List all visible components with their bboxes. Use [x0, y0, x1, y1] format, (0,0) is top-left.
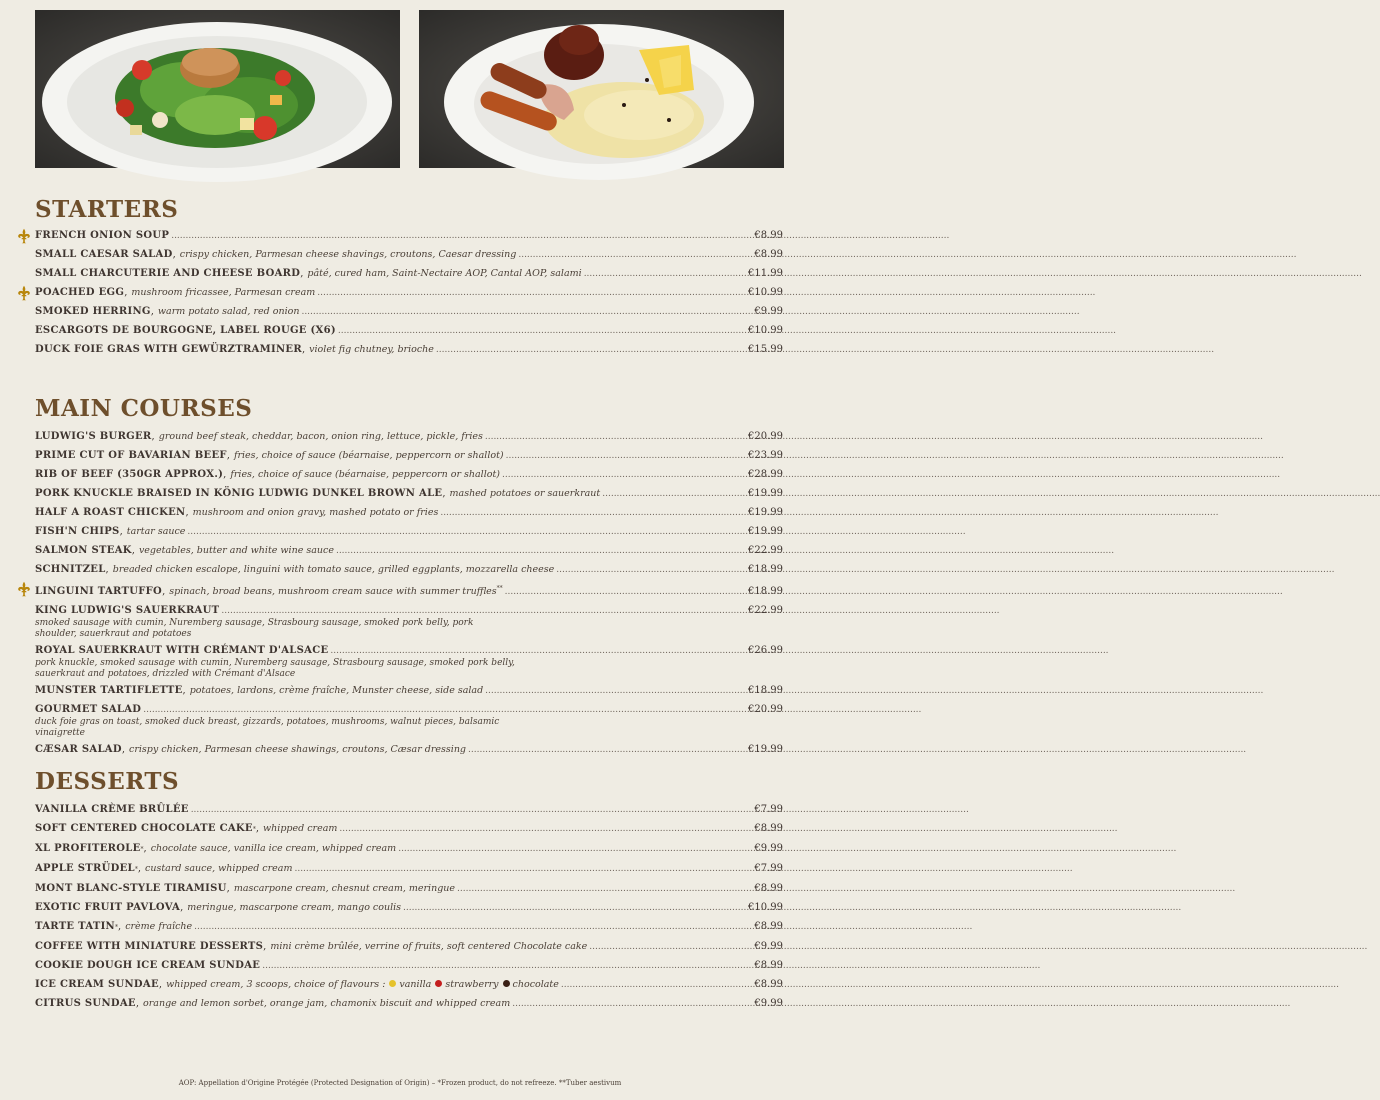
starters-heading: STARTERS: [35, 196, 179, 223]
separator: ,: [226, 883, 230, 894]
separator: ,: [442, 488, 446, 499]
separator: ,: [162, 586, 166, 598]
leader-dots: [602, 487, 746, 501]
menu-item: [35, 468, 783, 482]
menu-item: [35, 997, 783, 1011]
separator: ,: [182, 685, 186, 697]
leader-dots: [221, 604, 746, 618]
dish-description-text: potatoes, lardons, crème fraîche, Munster cheese, side salad: [189, 685, 484, 697]
menu-item: [35, 978, 783, 992]
menu-item-line: [35, 604, 783, 618]
dish-price: €7.99: [754, 863, 783, 874]
dish-name: MONT BLANC-STYLE TIRAMISU: [35, 883, 227, 894]
menu-item: [35, 684, 783, 698]
leader-dots: [485, 430, 746, 444]
dish-name: SMALL CHARCUTERIE AND CHEESE BOARD: [35, 268, 301, 279]
dish-description-text: mascarpone cream, chesnut cream, meringue: [233, 883, 456, 894]
menu-item-line: [35, 743, 783, 757]
menu-item: [35, 940, 783, 954]
frozen-marker: *: [252, 826, 256, 833]
menu-item: [35, 229, 783, 243]
dish-description: [145, 862, 292, 876]
dish-price: €15.99: [748, 344, 783, 355]
leader-dots: [440, 506, 746, 520]
dish-description: [270, 940, 587, 954]
menu-item: [35, 487, 783, 501]
flavour-strawberry-label: strawberry: [445, 979, 499, 990]
dish-price: €19.99: [748, 744, 783, 756]
menu-item-line: [35, 449, 783, 463]
fleur-de-lis-icon: [16, 285, 32, 301]
sauerkraut-photo: [419, 10, 784, 168]
menu-item-line: [35, 997, 783, 1011]
dish-name: COOKIE DOUGH ICE CREAM SUNDAE: [35, 960, 261, 971]
dish-price: €8.99: [754, 979, 783, 990]
dish-description: [169, 582, 502, 599]
menu-item: [35, 544, 783, 558]
dish-description-text: chocolate sauce, vanilla ice cream, whipped cream: [150, 843, 397, 854]
dish-description-text: meringue, mascarpone cream, mango coulis: [187, 902, 402, 913]
dish-price: €22.99: [748, 545, 783, 556]
dish-description-text: crème fraîche: [125, 921, 193, 932]
dish-name: LUDWIG'S BURGER: [35, 431, 152, 442]
dish-description-text: whipped cream: [263, 823, 338, 834]
dish-name: APPLE STRÜDEL: [35, 863, 135, 874]
leader-dots: [505, 585, 746, 599]
photo-strip: [35, 10, 783, 168]
menu-item-line: [35, 248, 783, 262]
separator: ,: [263, 941, 267, 952]
dish-price: €9.99: [754, 941, 783, 952]
flavour-vanilla-dot: [389, 980, 396, 987]
menu-item-line: [35, 703, 783, 717]
leader-dots: [171, 229, 752, 243]
flavour-chocolate-dot: [503, 980, 510, 987]
dish-name: DUCK FOIE GRAS WITH GEWÜRZTRAMINER: [35, 344, 302, 355]
menu-item-line: [35, 563, 783, 577]
leader-dots: [339, 822, 752, 836]
separator: ,: [255, 823, 260, 834]
leader-dots: [403, 901, 746, 915]
separator: ,: [119, 526, 123, 537]
dish-name: SCHNITZEL: [35, 564, 106, 575]
dish-description: [263, 822, 337, 836]
menu-item-line: [35, 525, 783, 539]
menu-item-line: [35, 324, 783, 338]
dish-price: €22.99: [748, 605, 783, 617]
dish-description: [234, 882, 455, 896]
leader-dots: [294, 862, 752, 876]
fleur-de-lis-icon: [16, 228, 32, 244]
salad-photo: [35, 10, 400, 168]
menu-item-line: [35, 684, 783, 698]
leader-dots: [330, 644, 746, 658]
dish-price: €8.99: [754, 249, 783, 260]
menu-item: [35, 525, 783, 539]
flavour-vanilla-label: vanilla: [399, 979, 432, 990]
dish-description-text: tartar sauce: [126, 526, 186, 537]
menu-item: [35, 248, 783, 262]
fleur-de-lis-icon: [16, 581, 32, 597]
dish-price: €9.99: [754, 306, 783, 317]
menu-item: [35, 862, 783, 877]
leader-dots: [143, 703, 746, 717]
leader-dots: [398, 842, 752, 856]
menu-item: [35, 901, 783, 915]
menu-item: [35, 563, 783, 577]
dish-price: €11.99: [748, 268, 783, 279]
menu-item: [35, 343, 783, 357]
separator: ,: [300, 268, 304, 279]
leader-dots: [457, 882, 752, 896]
dish-price: €9.99: [754, 998, 783, 1009]
separator: ,: [131, 545, 135, 556]
dish-name: XL PROFITEROLE: [35, 843, 141, 854]
frozen-marker: *: [140, 846, 144, 853]
menu-item: [35, 286, 783, 300]
leader-dots: [589, 940, 752, 954]
menu-item-line: [35, 506, 783, 520]
leader-dots: [512, 997, 752, 1011]
dish-price: €26.99: [748, 645, 783, 657]
menu-item: [35, 822, 783, 837]
leader-dots: [502, 468, 746, 482]
menu-item-line: [35, 229, 783, 243]
dish-description-text: breaded chicken escalope, linguini with tomato sauce, grilled eggplants, mozzarella cheese: [112, 564, 555, 575]
separator: ,: [158, 979, 163, 990]
dish-description-text: pâté, cured ham, Saint-Nectaire AOP, Cantal AOP, salami: [307, 268, 582, 279]
menu-item-line: [35, 430, 783, 444]
menu-item-line: [35, 822, 783, 837]
dish-price: €7.99: [754, 804, 783, 815]
dish-name: ROYAL SAUERKRAUT WITH CRÉMANT D'ALSACE: [35, 645, 329, 657]
menu-item-line: [35, 305, 783, 319]
separator: ,: [124, 287, 128, 298]
dish-description-text: mini crème brûlée, verrine of fruits, soft centered Chocolate cake: [270, 941, 588, 952]
leader-dots: [436, 343, 746, 357]
frozen-marker: *: [115, 924, 118, 931]
leader-dots: [336, 544, 746, 558]
leader-dots: [485, 684, 746, 698]
dish-name: RIB OF BEEF (350GR APPROX.): [35, 469, 224, 480]
dish-price: €8.99: [754, 823, 783, 834]
dish-description-text: crispy chicken, Parmesan cheese shawings, croutons, Cæsar dressing: [129, 744, 467, 756]
leader-dots: [262, 959, 752, 973]
dish-description-text: mushroom and onion gravy, mashed potato or fries: [192, 507, 439, 518]
separator: ,: [226, 450, 230, 461]
dish-name: KING LUDWIG'S SAUERKRAUT: [35, 605, 220, 617]
desserts-list: [35, 803, 783, 1016]
menu-item-line: [35, 644, 783, 658]
menu-item-line: [35, 978, 783, 992]
menu-item-line: [35, 267, 783, 281]
dish-description-text: fries, choice of sauce (béarnaise, peppercorn or shallot): [230, 469, 500, 480]
menu-item: [35, 324, 783, 338]
dish-description: [125, 920, 192, 934]
menu-item: [35, 920, 783, 935]
separator: ,: [301, 344, 306, 355]
menu-item: [35, 959, 783, 973]
leader-dots: [187, 525, 746, 539]
desserts-heading: DESSERTS: [35, 768, 180, 795]
dish-description: pork knuckle, smoked sausage with cumin, Nuremberg sausage, Strasbourg sausage, smoked pork belly, sauerkraut and potatoes, drizzled with Crémant d'Alsace: [35, 658, 515, 679]
leader-dots: [584, 267, 746, 281]
dish-description: duck foie gras on toast, smoked duck breast, gizzards, potatoes, mushrooms, walnut pieces, balsamic vinaigrette: [35, 717, 500, 738]
separator: ,: [185, 507, 189, 518]
truffle-marker: **: [496, 585, 503, 592]
dish-description-text: vegetables, butter and white wine sauce: [138, 545, 334, 556]
menu-item-line: [35, 862, 783, 877]
dish-description-text: spinach, broad beans, mushroom cream sauce with summer truffles: [169, 586, 497, 598]
leader-dots: [191, 803, 753, 817]
dish-name: FRENCH ONION SOUP: [35, 230, 170, 241]
menu-item: [35, 506, 783, 520]
dish-description-text: ground beef steak, cheddar, bacon, onion ring, lettuce, pickle, fries: [158, 431, 483, 442]
frozen-marker: *: [134, 866, 138, 873]
leader-dots: [468, 743, 746, 757]
dish-description: [187, 901, 401, 915]
leader-dots: [301, 305, 752, 319]
dish-description: [131, 286, 315, 300]
menu-item-line: [35, 882, 783, 896]
dish-description: [450, 487, 601, 501]
main-courses-list: [35, 430, 783, 762]
dish-description: [151, 842, 396, 856]
dish-price: €8.99: [754, 960, 783, 971]
dish-description: [234, 449, 504, 463]
dish-description: [143, 997, 510, 1011]
starters-list: [35, 229, 783, 362]
separator: ,: [137, 863, 142, 874]
menu-item: [35, 582, 783, 599]
dish-name: CITRUS SUNDAE: [35, 998, 136, 1009]
dish-description: [307, 267, 581, 281]
dish-name: PORK KNUCKLE BRAISED IN KÖNIG LUDWIG DUNKEL BROWN ALE: [35, 488, 443, 499]
menu-item: [35, 803, 783, 817]
dish-price: €10.99: [748, 287, 783, 298]
dish-price: €8.99: [754, 921, 783, 932]
dish-description-text: whipped cream, 3 scoops, choice of flavours :: [166, 979, 386, 990]
dish-name: ICE CREAM SUNDAE: [35, 979, 159, 990]
dish-description-text: warm potato salad, red onion: [157, 306, 300, 317]
menu-item: [35, 842, 783, 857]
menu-item: [35, 305, 783, 319]
dish-description: [190, 684, 483, 698]
dish-description: [309, 343, 434, 357]
menu-item-line: [35, 286, 783, 300]
dish-description: [180, 248, 517, 262]
menu-item: [35, 882, 783, 896]
dish-price: €10.99: [748, 325, 783, 336]
dish-description: [193, 506, 439, 520]
leader-dots: [194, 920, 752, 934]
dish-price: €18.99: [748, 586, 783, 598]
menu-item: [35, 267, 783, 281]
dish-description-text: custard sauce, whipped cream: [145, 863, 293, 874]
dish-name: SMOKED HERRING: [35, 306, 151, 317]
dish-name: MUNSTER TARTIFLETTE: [35, 685, 183, 697]
flavour-strawberry-dot: [435, 980, 442, 987]
dish-name: TARTE TATIN: [35, 921, 115, 932]
dish-name: HALF A ROAST CHICKEN: [35, 507, 186, 518]
dish-description-text: mushroom fricassee, Parmesan cream: [131, 287, 316, 298]
menu-item-line: [35, 940, 783, 954]
separator: ,: [172, 249, 176, 260]
menu-item: [35, 430, 783, 444]
dish-description-text: violet fig chutney, brioche: [309, 344, 434, 355]
dish-price: €10.99: [748, 902, 783, 913]
dish-price: €28.99: [748, 469, 783, 480]
dish-price: €19.99: [748, 488, 783, 499]
dish-description: [230, 468, 500, 482]
dish-description: [139, 544, 334, 558]
leader-dots: [506, 449, 746, 463]
dish-description: [127, 525, 186, 539]
menu-item: [35, 449, 783, 463]
dish-name: FISH'N CHIPS: [35, 526, 120, 537]
dish-price: €18.99: [748, 685, 783, 697]
dish-description: [158, 305, 300, 319]
leader-dots: [556, 563, 746, 577]
separator: ,: [135, 998, 140, 1009]
menu-item: [35, 703, 783, 738]
dish-name: VANILLA CRÈME BRÛLÉE: [35, 804, 189, 815]
dish-price: €20.99: [748, 704, 783, 716]
menu-item-line: [35, 582, 783, 599]
dish-name: EXOTIC FRUIT PAVLOVA: [35, 902, 181, 913]
menu-item-line: [35, 343, 783, 357]
dish-description: [159, 430, 483, 444]
leader-dots: [317, 286, 746, 300]
dish-price: €9.99: [754, 843, 783, 854]
menu-item: [35, 644, 783, 679]
dish-name: CÆSAR SALAD: [35, 744, 122, 756]
dish-name: ESCARGOTS DE BOURGOGNE, LABEL ROUGE (X6): [35, 325, 336, 336]
separator: ,: [223, 469, 227, 480]
leader-dots: [561, 978, 752, 992]
flavour-chocolate-label: chocolate: [512, 979, 559, 990]
dish-price: €8.99: [754, 883, 783, 894]
dish-description-text: orange and lemon sorbet, orange jam, chamonix biscuit and whipped cream: [143, 998, 511, 1009]
menu-item: [35, 604, 783, 639]
dish-description: smoked sausage with cumin, Nuremberg sausage, Strasbourg sausage, smoked pork belly, pork shoulder, sauerkraut and potatoes: [35, 618, 474, 639]
main-courses-heading: MAIN COURSES: [35, 395, 253, 422]
leader-dots: [518, 248, 752, 262]
menu-item-line: [35, 487, 783, 501]
menu-item-line: [35, 842, 783, 857]
separator: ,: [180, 902, 184, 913]
dish-price: €23.99: [748, 450, 783, 461]
dish-name: SALMON STEAK: [35, 545, 132, 556]
menu-item: [35, 743, 783, 757]
dish-name: COFFEE WITH MINIATURE DESSERTS: [35, 941, 264, 952]
separator: ,: [151, 431, 155, 442]
dish-description-text: crispy chicken, Parmesan cheese shavings, croutons, Caesar dressing: [179, 249, 517, 260]
menu-item-line: [35, 920, 783, 935]
dish-price: €19.99: [748, 507, 783, 518]
menu-item-line: [35, 901, 783, 915]
menu-item-line: [35, 959, 783, 973]
separator: ,: [105, 564, 109, 575]
separator: ,: [143, 843, 147, 854]
dish-price: €18.99: [748, 564, 783, 575]
dish-description: [129, 743, 466, 757]
dish-price: €8.99: [754, 230, 783, 241]
footer-note: AOP: Appellation d'Origine Protégée (Protected Designation of Origin) – *Frozen product, do not refreeze. **Tuber aestivum: [178, 1079, 622, 1087]
dish-description-text: mashed potatoes or sauerkraut: [449, 488, 601, 499]
dish-price: €19.99: [748, 526, 783, 537]
separator: ,: [150, 306, 154, 317]
separator: ,: [118, 921, 122, 932]
dish-name: GOURMET SALAD: [35, 704, 142, 716]
dish-name: PRIME CUT OF BAVARIAN BEEF: [35, 450, 227, 461]
dish-description: [113, 563, 555, 577]
dish-description-text: fries, choice of sauce (béarnaise, peppercorn or shallot): [233, 450, 504, 461]
dish-name: LINGUINI TARTUFFO: [35, 586, 163, 598]
menu-item-line: [35, 544, 783, 558]
menu-item-line: [35, 468, 783, 482]
dish-name: SMALL CAESAR SALAD: [35, 249, 173, 260]
dish-name: SOFT CENTERED CHOCOLATE CAKE: [35, 823, 253, 834]
menu-item-line: [35, 803, 783, 817]
dish-name: POACHED EGG: [35, 287, 125, 298]
leader-dots: [338, 324, 746, 338]
dish-description: [166, 978, 559, 992]
dish-price: €20.99: [748, 431, 783, 442]
separator: ,: [121, 744, 126, 756]
